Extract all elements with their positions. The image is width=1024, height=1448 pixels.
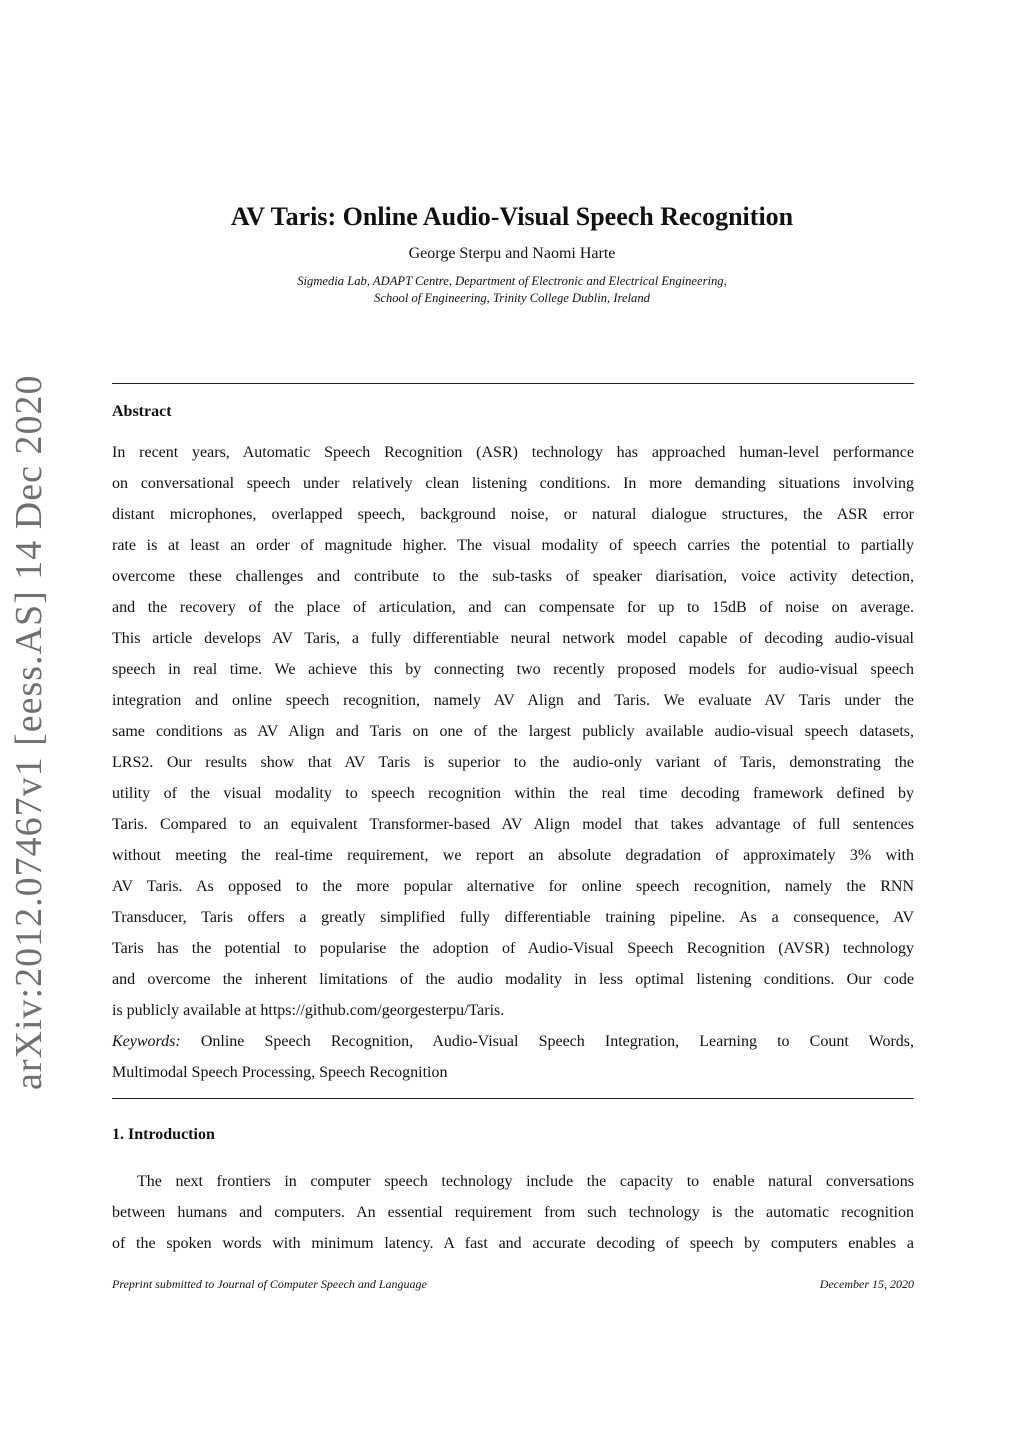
submission-footer: Preprint submitted to Journal of Computer Speech and Language <box>112 1277 427 1291</box>
paper-title: AV Taris: Online Audio-Visual Speech Recognition <box>230 202 794 232</box>
abstract-top-rule <box>112 383 914 384</box>
abstract-line: and overcome the inherent limitations of the audio modality in less optimal listening conditions. Our code <box>112 971 914 988</box>
abstract-line: speech in real time. We achieve this by connecting two recently proposed models for audio-visual speech <box>112 661 914 678</box>
abstract-bottom-rule <box>112 1098 914 1099</box>
paper-authors: George Sterpu and Naomi Harte <box>408 245 616 262</box>
abstract-body <box>112 437 914 1026</box>
introduction-line: The next frontiers in computer speech technology include the capacity to enable natural conversations <box>137 1173 914 1190</box>
abstract-line: Taris. Compared to an equivalent Transformer-based AV Align model that takes advantage of full sentences <box>112 816 914 833</box>
introduction-line: between humans and computers. An essential requirement from such technology is the automatic recognition <box>112 1204 914 1221</box>
abstract-line: and the recovery of the place of articulation, and can compensate for up to 15dB of noise on average. <box>112 599 914 616</box>
date-footer: December 15, 2020 <box>819 1277 914 1291</box>
abstract-line: overcome these challenges and contribute to the sub-tasks of speaker diarisation, voice activity detection, <box>112 568 914 585</box>
keywords-line: Multimodal Speech Processing, Speech Recognition <box>112 1064 448 1081</box>
keywords-text: Online Speech Recognition, Audio-Visual Speech Integration, Learning to Count Words, <box>200 1033 914 1050</box>
abstract-line: integration and online speech recognition, namely AV Align and Taris. We evaluate AV Taris under the <box>112 692 914 709</box>
arxiv-identifier-stamp: arXiv:2012.07467v1 [eess.AS] 14 Dec 2020 <box>8 374 50 1090</box>
abstract-line: LRS2. Our results show that AV Taris is superior to the audio-only variant of Taris, demonstrating the <box>112 754 914 771</box>
keywords-label: Keywords: <box>112 1033 181 1050</box>
abstract-line: rate is at least an order of magnitude higher. The visual modality of speech carries the potential to partially <box>112 537 914 554</box>
abstract-line: without meeting the real-time requirement, we report an absolute degradation of approximately 3% with <box>112 847 914 864</box>
abstract-line: Transducer, Taris offers a greatly simplified fully differentiable training pipeline. As a consequence, AV <box>112 909 914 926</box>
abstract-line: In recent years, Automatic Speech Recognition (ASR) technology has approached human-level performance <box>112 444 914 461</box>
abstract-line: same conditions as AV Align and Taris on one of the largest publicly available audio-visual speech datasets, <box>112 723 914 740</box>
abstract-heading: Abstract <box>112 403 172 420</box>
abstract-line: distant microphones, overlapped speech, background noise, or natural dialogue structures, the ASR error <box>112 506 914 523</box>
author-affiliation <box>112 273 912 307</box>
introduction-body <box>112 1166 914 1259</box>
abstract-line: utility of the visual modality to speech recognition within the real time decoding framework defined by <box>112 785 914 802</box>
abstract-line: This article develops AV Taris, a fully differentiable neural network model capable of decoding audio-visual <box>112 630 914 647</box>
affiliation-line: Sigmedia Lab, ADAPT Centre, Department of Electronic and Electrical Engineering, <box>297 274 727 288</box>
abstract-line: on conversational speech under relatively clean listening conditions. In more demanding situations involving <box>112 475 914 492</box>
introduction-heading: 1. Introduction <box>112 1126 215 1143</box>
introduction-line: of the spoken words with minimum latency. A fast and accurate decoding of speech by computers enables a <box>112 1235 914 1252</box>
abstract-line: AV Taris. As opposed to the more popular alternative for online speech recognition, namely the RNN <box>112 878 914 895</box>
abstract-line: Taris has the potential to popularise the adoption of Audio-Visual Speech Recognition (AVSR) technology <box>112 940 914 957</box>
abstract-line: is publicly available at https://github.com/georgesterpu/Taris. <box>112 1002 505 1019</box>
keywords <box>112 1026 914 1088</box>
keywords-line <box>112 1026 914 1057</box>
affiliation-line: School of Engineering, Trinity College Dublin, Ireland <box>374 291 650 305</box>
